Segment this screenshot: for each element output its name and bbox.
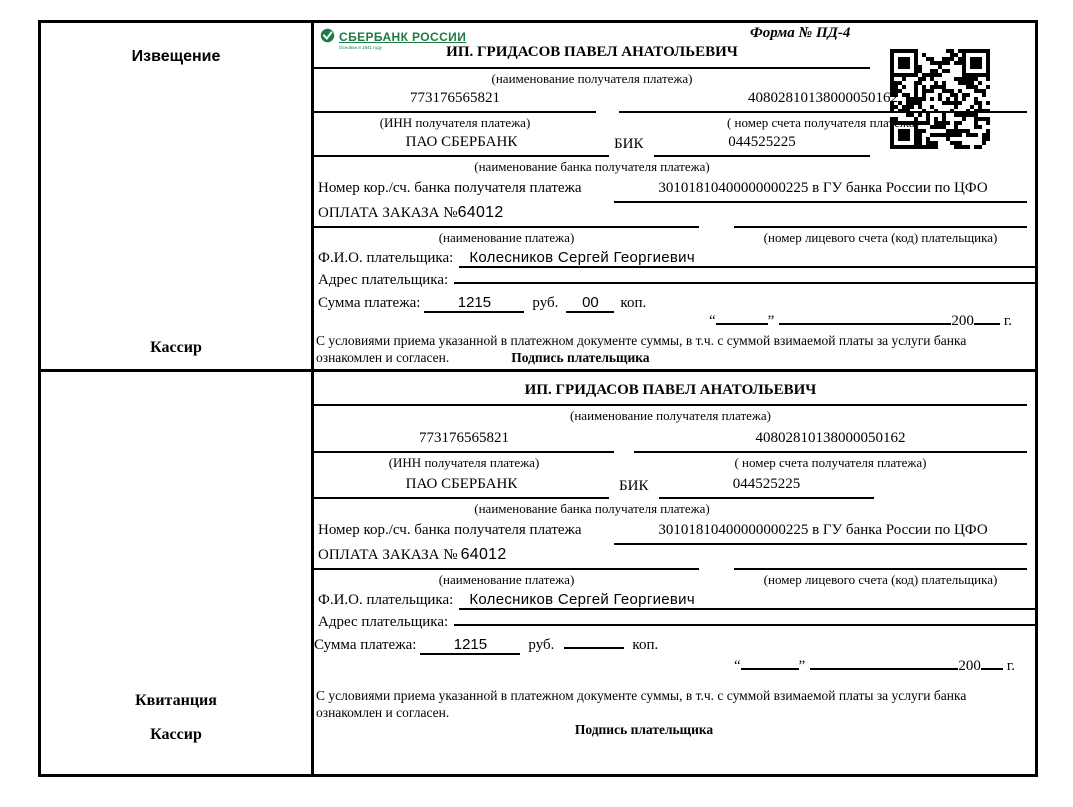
underline (314, 451, 614, 453)
recipient-inn: 773176565821 (410, 90, 500, 106)
rub-label: руб. (528, 637, 555, 653)
account-label: ( номер счета получателя платежа) (734, 455, 927, 470)
underline (734, 568, 1027, 570)
underline (314, 404, 1027, 406)
payer-address-label: Адрес плательщика: (318, 272, 449, 288)
kop-label: коп. (620, 295, 647, 311)
corr-account-label: Номер кор./сч. банка получателя платежа (318, 522, 582, 538)
amount-kop-value (564, 647, 624, 649)
kop-label: коп. (632, 637, 659, 653)
underline (974, 310, 1000, 325)
amount-label: Сумма платежа: (318, 295, 421, 311)
payer-address-row (318, 614, 1035, 631)
recipient-account: 40802810138000050162 (748, 90, 898, 106)
payer-address-label: Адрес плательщика: (318, 614, 449, 630)
notice-title: Извещение (131, 48, 221, 65)
corr-account-label: Номер кор./сч. банка получателя платежа (318, 180, 582, 196)
corr-account-value: 30101810400000000225 в ГУ банка России по ЦФО (658, 522, 988, 538)
payer-name-row (318, 249, 1035, 268)
inn-label: (ИНН получателя платежа) (379, 115, 531, 130)
amount-kop-value: 00 (566, 294, 614, 313)
amount-row (314, 636, 658, 655)
underline (614, 201, 1027, 203)
bank-logo-name: СБЕРБАНК РОССИИ (339, 30, 467, 44)
bank-name: ПАО СБЕРБАНК (405, 476, 518, 492)
underline (314, 67, 870, 69)
bik-value: 044525225 (732, 476, 801, 492)
signature-label: Подпись плательщика (574, 722, 714, 737)
bank-name-label: (наименование банка получателя платежа) (474, 159, 710, 174)
purpose-label: (наименование платежа) (438, 230, 575, 245)
notice-cashier-label: Кассир (150, 339, 202, 356)
corr-account-value: 30101810400000000225 в ГУ банка России по ЦФО (658, 180, 988, 196)
recipient-account: 40802810138000050162 (755, 430, 906, 446)
recipient-name-label: (наименование получателя платежа) (491, 71, 693, 86)
quote-open: “ (734, 658, 741, 674)
receipt-side-cell (41, 372, 314, 774)
recipient-inn: 773176565821 (419, 430, 509, 446)
payer-name-label: Ф.И.О. плательщика: (318, 592, 454, 608)
receipt-main-cell (314, 372, 1035, 774)
underline (634, 451, 1027, 453)
personal-account-label: (номер лицевого счета (код) плательщика) (763, 230, 998, 245)
payer-name-value: Колесников Сергей Георгиевич (459, 249, 1035, 268)
payment-purpose (318, 546, 507, 564)
amount-rub-value: 1215 (424, 294, 524, 313)
quote-open: “ (709, 313, 716, 329)
terms-signature-row (316, 350, 650, 366)
amount-label: Сумма платежа: (314, 637, 417, 653)
bank-name: ПАО СБЕРБАНК (405, 134, 518, 150)
amount-row (318, 294, 646, 313)
underline (741, 655, 799, 670)
payer-name-row (318, 591, 1035, 610)
inn-label: (ИНН получателя платежа) (388, 455, 540, 470)
year-suffix: г. (1006, 658, 1016, 674)
recipient-name: ИП. ГРИДАСОВ ПАВЕЛ АНАТОЛЬЕВИЧ (446, 44, 738, 60)
terms-line1: С условиями приема указанной в платежном документе суммы, в т.ч. с суммой взимаемой платы за услуги банка (316, 333, 967, 348)
date-row (709, 310, 1012, 330)
rub-label: руб. (532, 295, 559, 311)
underline (716, 310, 768, 325)
form-table (38, 20, 1038, 777)
notice-main-cell (314, 23, 1035, 372)
underline (981, 655, 1003, 670)
signature-label: Подпись плательщика (511, 350, 650, 365)
quote-close: ” (798, 658, 806, 674)
form-number: Форма № ПД-4 (750, 25, 851, 41)
bank-logo-tagline: Основан в 1841 году (339, 46, 383, 51)
receipt-cashier-label: Кассир (150, 726, 202, 743)
terms-line2: ознакомлен и согласен. (316, 350, 450, 365)
year-prefix: 200 (958, 658, 981, 674)
underline (314, 226, 699, 228)
quote-close: ” (767, 313, 775, 329)
recipient-name-label: (наименование получателя платежа) (570, 408, 771, 423)
payer-address-value (454, 282, 1035, 284)
underline (779, 310, 951, 325)
payer-name-label: Ф.И.О. плательщика: (318, 250, 454, 266)
bank-name-label: (наименование банка получателя платежа) (474, 501, 710, 516)
account-label: ( номер счета получателя платежа) (726, 115, 920, 130)
purpose-prefix: ОПЛАТА ЗАКАЗА № (318, 547, 458, 563)
terms-line2: ознакомлен и согласен. (316, 705, 450, 720)
underline (314, 497, 609, 499)
payer-name-value: Колесников Сергей Георгиевич (459, 591, 1035, 610)
underline (810, 655, 958, 670)
bik-value: 044525225 (728, 134, 796, 150)
order-number: 64012 (457, 204, 504, 221)
recipient-name: ИП. ГРИДАСОВ ПАВЕЛ АНАТОЛЬЕВИЧ (524, 382, 817, 398)
personal-account-label: (номер лицевого счета (код) плательщика) (763, 572, 998, 587)
notice-side-cell (41, 23, 314, 372)
date-row (734, 655, 1015, 675)
underline (734, 226, 1027, 228)
amount-rub-value: 1215 (420, 636, 520, 655)
bik-label: БИК (614, 136, 644, 152)
payment-purpose (318, 204, 504, 222)
receipt-title: Квитанция (135, 692, 217, 709)
order-number: 64012 (460, 546, 507, 563)
bik-label: БИК (619, 478, 649, 494)
underline (614, 543, 1027, 545)
payer-address-value (454, 624, 1035, 626)
underline (659, 497, 874, 499)
terms-line1: С условиями приема указанной в платежном документе суммы, в т.ч. с суммой взимаемой платы за услуги банка (316, 688, 967, 703)
purpose-label: (наименование платежа) (438, 572, 575, 587)
underline (314, 155, 609, 157)
year-suffix: г. (1003, 313, 1013, 329)
underline (314, 568, 699, 570)
underline (619, 111, 1027, 113)
payer-address-row (318, 272, 1035, 289)
purpose-prefix: ОПЛАТА ЗАКАЗА № (318, 205, 458, 221)
underline (654, 155, 870, 157)
underline (314, 111, 596, 113)
year-prefix: 200 (951, 313, 974, 329)
